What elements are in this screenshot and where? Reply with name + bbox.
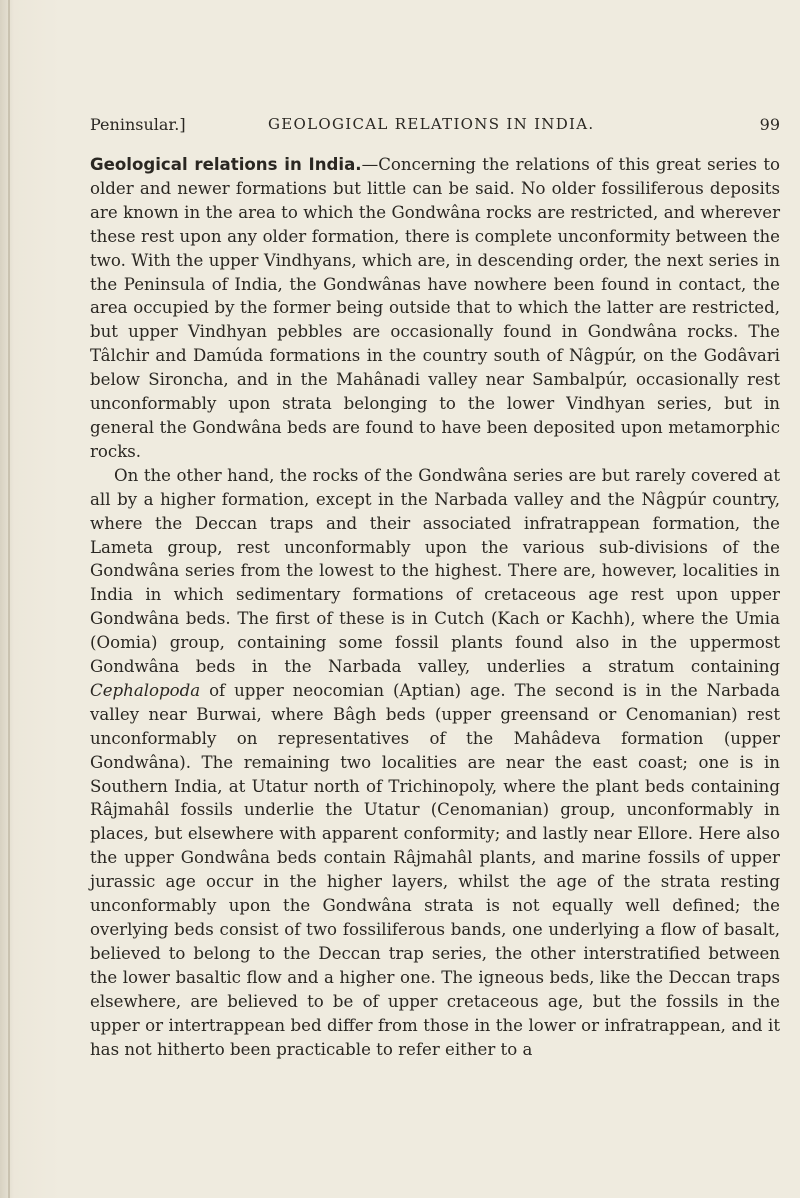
paragraph-text: —Concerning the relations of this great series to older and newer formations but little can be said. No older fossiliferous deposits are known in the area to which the Gondwâna rocks are restricted, and wherever these rest upon any older formation, there is complete unconformity between the two. With the upper Vindhyans, which are, in descending order, the next series in the Peninsula of India, the Gondwânas have nowhere been found in contact, the area occupied by the former being outside that to which the latter are restricted, but upper Vindhyan pebbles are occasionally found in Gondwâna rocks. The Tâlchir and Damúda formations in the country south of Nâgpúr, on the Godâvari below Sironcha, and in the Mahânadi valley near Sambalpúr, occasionally rest unconformably upon strata belonging to the lower Vindhyan series, but in general the Gondwâna beds are found to have been deposited upon metamorphic rocks.	[90, 155, 780, 461]
page-edge-shadow	[8, 0, 10, 1198]
paragraph-text: of upper neocomian (Aptian) age. The second is in the Narbada valley near Burwai, where Bâgh beds (upper greensand or Cenomanian) rest unconformably on representatives of the Mahâdeva formation (upper Gondwâna). The remaining two localities are near the east coast; one is in Southern India, at Utatur north of Trichinopoly, where the plant beds containing Râjmahâl fossils underlie the Utatur (Cenomanian) group, unconformably in places, but elsewhere with apparent conformity; and lastly near Ellore. Here also the upper Gondwâna beds contain Râjmahâl plants, and marine fossils of upper jurassic age occur in the higher layers, whilst the age of the strata resting unconformably upon the Gondwâna strata is not equally well defined; the overlying beds consist of two fossiliferous bands, one underlying a flow of basalt, believed to belong to the Deccan trap series, the other interstratified between the lower basaltic flow and a higher one. The igneous beds, like the Deccan traps elsewhere, are believed to be of upper cretaceous age, but the fossils in the upper or intertrappean bed differ from those in the lower or infratrappean, and it has not hitherto been practicable to refer either to a	[90, 680, 780, 1059]
section-heading: Geological relations in India.	[90, 155, 362, 174]
running-title: GEOLOGICAL RELATIONS IN INDIA.	[268, 115, 595, 133]
body-text	[90, 153, 780, 1061]
page-number: 99	[759, 115, 780, 134]
section-marker: Peninsular.]	[90, 115, 186, 134]
italic-term: Cephalopoda	[90, 680, 201, 700]
paragraph-text: On the other hand, the rocks of the Gondwâna series are but rarely covered at all by a higher formation, except in the Narbada valley and the Nâgpúr country, where the Deccan traps and their associated infratrappean formation, the Lameta group, rest unconformably upon the various sub-divisions of the Gondwâna series from the lowest to the highest. There are, however, localities in India in which sedimentary formations of cretaceous age rest upon upper Gondwâna beds. The first of these is in Cutch (Kach or Kachh), where the Umia (Oomia) group, containing some fossil plants found also in the uppermost Gondwâna beds in the Narbada valley, underlies a stratum containing	[90, 465, 780, 677]
paragraph	[90, 464, 780, 1062]
paragraph	[90, 153, 780, 464]
running-header	[90, 115, 780, 141]
